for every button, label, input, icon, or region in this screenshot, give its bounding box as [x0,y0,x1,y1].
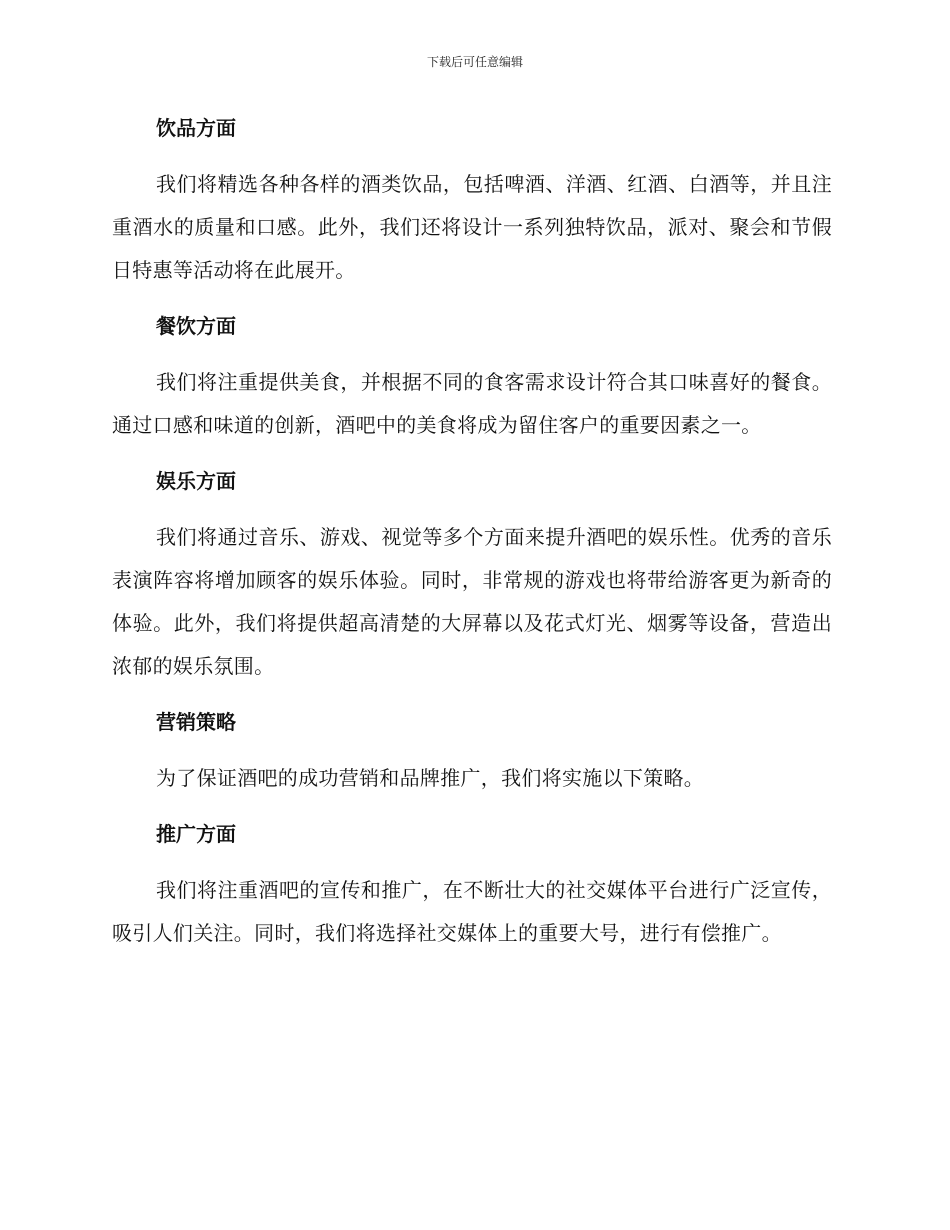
section-entertainment [112,461,832,688]
section-marketing [112,702,832,800]
section-promotion [112,814,832,955]
section-paragraph: 我们将注重提供美食，并根据不同的食客需求设计符合其口味喜好的餐食。通过口感和味道的创新，酒吧中的美食将成为留住客户的重要因素之一。 [112,370,832,437]
section-heading: 娱乐方面 [156,469,236,493]
section-heading: 推广方面 [156,822,236,846]
section-food [112,306,832,447]
section-paragraph: 我们将精选各种各样的酒类饮品，包括啤酒、洋酒、红酒、白酒等，并且注重酒水的质量和口感。此外，我们还将设计一系列独特饮品，派对、聚会和节假日特惠等活动将在此展开。 [112,172,832,282]
section-drinks [112,108,832,292]
section-heading: 饮品方面 [156,116,236,140]
section-paragraph: 我们将通过音乐、游戏、视觉等多个方面来提升酒吧的娱乐性。优秀的音乐表演阵容将增加顾客的娱乐体验。同时，非常规的游戏也将带给游客更为新奇的体验。此外，我们将提供超高清楚的大屏幕以及花式灯光、烟雾等设备，营造出浓郁的娱乐氛围。 [112,525,832,678]
section-heading: 餐饮方面 [156,314,236,338]
section-paragraph: 我们将注重酒吧的宣传和推广，在不断壮大的社交媒体平台进行广泛宣传，吸引人们关注。同时，我们将选择社交媒体上的重要大号，进行有偿推广。 [112,878,832,945]
page-header: 下载后可任意编辑 [426,55,523,69]
document-body [112,108,832,969]
section-heading: 营销策略 [156,710,236,734]
section-paragraph: 为了保证酒吧的成功营销和品牌推广，我们将实施以下策略。 [156,766,705,790]
